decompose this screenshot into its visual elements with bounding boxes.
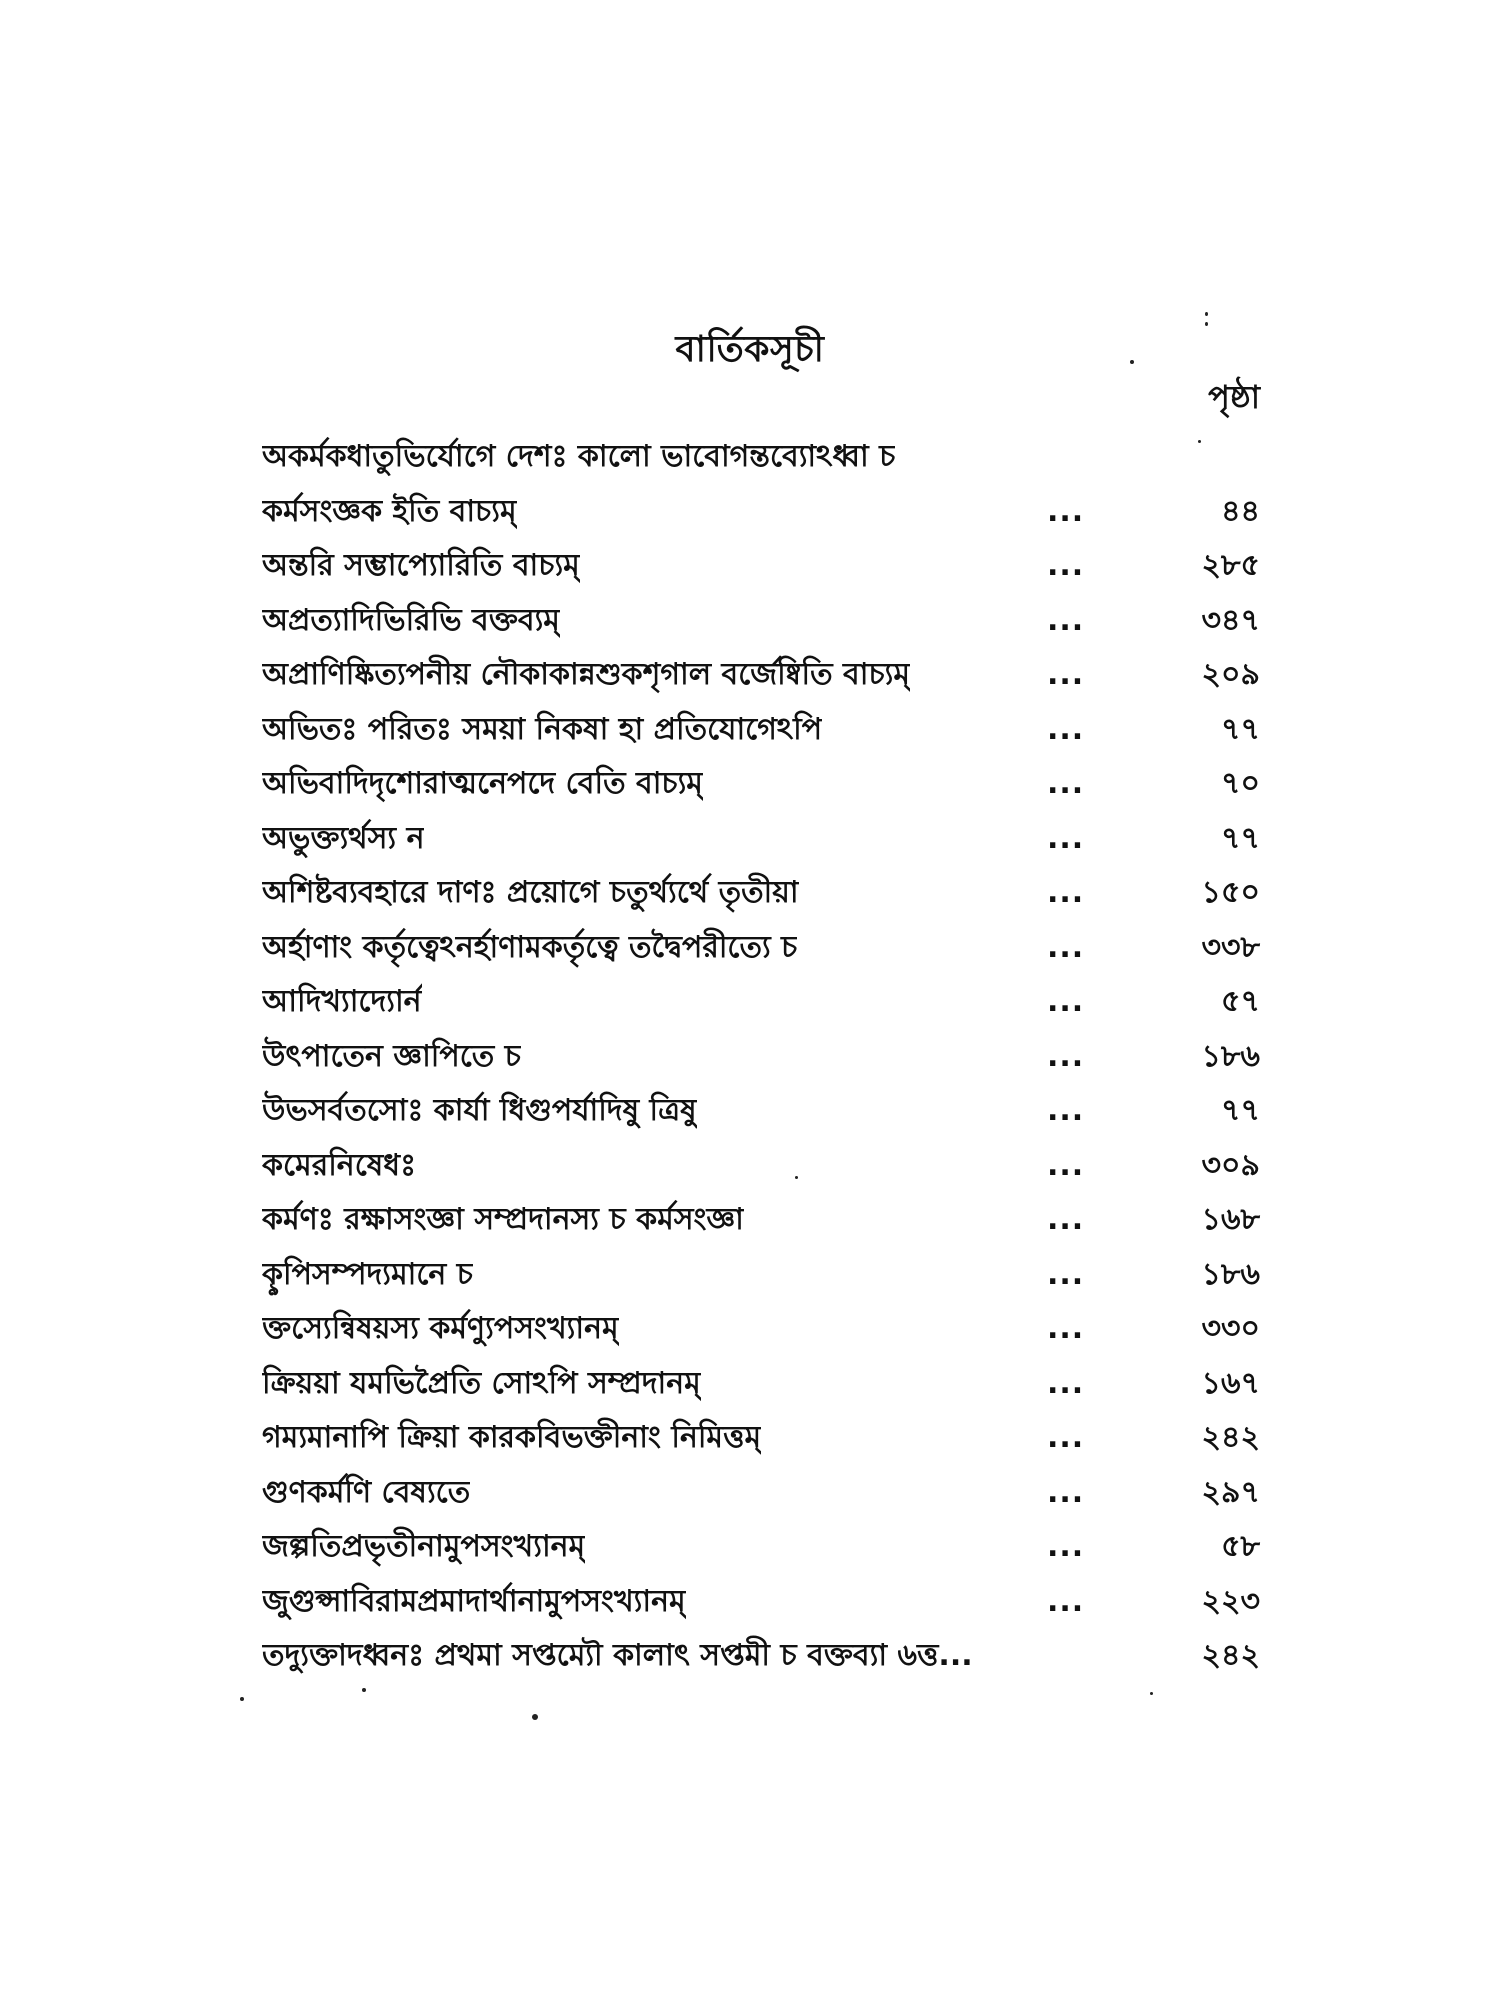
toc-page-number: ২৪২: [1201, 1638, 1260, 1673]
toc-row: [262, 1030, 1260, 1085]
scan-speck: [1150, 1692, 1153, 1695]
toc-page-number: ১৬৭: [1201, 1365, 1260, 1401]
toc-page-number: ২৮৫: [1201, 548, 1260, 583]
toc-leader-dots: ...: [1047, 1147, 1085, 1183]
toc-leader-dots: ...: [1047, 1038, 1085, 1074]
toc-entry-text: অন্তরি সম্ভাপ্যোরিতি বাচ্যম্: [262, 548, 580, 583]
toc-page-number: ৭০: [1220, 766, 1260, 801]
toc-row: [262, 1302, 1260, 1357]
toc-list: [262, 430, 1260, 1684]
toc-row: [262, 812, 1260, 867]
scan-speck: [1205, 312, 1208, 316]
toc-row: [262, 594, 1260, 649]
toc-entry-text: অকর্মকধাতুভির্যোগে দেশঃ কালো ভাবোগন্তব্যোঽধ্বা চ: [262, 439, 896, 474]
toc-page-number: ৩০৯: [1201, 1147, 1260, 1183]
toc-page-number: ১৮৬: [1201, 1038, 1260, 1074]
toc-row: [262, 1466, 1260, 1521]
toc-entry-text: গুণকর্মণি বেষ্যতে: [262, 1474, 471, 1510]
toc-entry-text: অপ্রত্যাদিভিরিভি বক্তব্যম্: [262, 602, 560, 638]
toc-page-number: ৫৭: [1221, 984, 1260, 1019]
toc-row: [262, 539, 1260, 594]
toc-page-number: ৫৮: [1221, 1529, 1260, 1564]
toc-page-number: ৭৭: [1220, 820, 1260, 856]
scan-speck: [795, 1176, 798, 1179]
scan-speck: [532, 1714, 538, 1720]
page-title: বার্তিকসূচী: [675, 329, 825, 370]
toc-leader-dots: ...: [1047, 1202, 1085, 1237]
toc-row: [262, 921, 1260, 976]
toc-page-number: ১৮৬: [1201, 1256, 1260, 1292]
scan-speck: [1130, 360, 1134, 364]
toc-page-number: ১৫০: [1201, 875, 1260, 910]
toc-page-number: ২০৯: [1201, 657, 1260, 692]
toc-entry-text: অভিতঃ পরিতঃ সময়া নিকষা হা প্রতিযোগেঽপি: [262, 711, 823, 747]
toc-leader-dots: ...: [1047, 766, 1085, 801]
toc-row: [262, 1575, 1260, 1630]
toc-page-number: ৭৭: [1220, 1093, 1260, 1128]
scan-speck: [1198, 440, 1201, 443]
toc-row: [262, 703, 1260, 758]
toc-entry-text: অপ্রাণিষ্কিত্যপনীয় নৌকাকান্নশুকশৃগাল বর্জেষ্বিতি বাচ্যম্: [262, 657, 910, 692]
toc-row: [262, 975, 1260, 1030]
toc-page-number: ৩৩০: [1201, 1311, 1260, 1346]
toc-page-number: ২৯৭: [1201, 1474, 1260, 1510]
toc-page-number: ৪৪: [1221, 493, 1260, 529]
scan-speck: [362, 1688, 366, 1692]
toc-leader-dots: ...: [1047, 548, 1085, 583]
toc-entry-text: অর্হাণাং কর্তৃত্বেঽনর্হাণামকর্তৃত্বে তদ্বৈপরীত্যে চ: [262, 929, 798, 965]
toc-row: [262, 1139, 1260, 1194]
toc-page-number: ২৪২: [1201, 1420, 1260, 1455]
toc-entry-text: জুগুপ্সাবিরামপ্রমাদার্থানামুপসংখ্যানম্: [262, 1583, 686, 1619]
toc-row: [262, 430, 1260, 485]
toc-page-number: ৩৪৭: [1201, 602, 1260, 638]
toc-leader-dots: ...: [1047, 1365, 1085, 1401]
toc-entry-text: উৎপাতেন জ্ঞাপিতে চ: [262, 1038, 521, 1074]
toc-entry-text: অভুক্ত্যর্থস্য ন: [262, 820, 425, 856]
toc-leader-dots: ...: [1047, 711, 1085, 747]
toc-leader-dots: ...: [1047, 602, 1085, 638]
toc-leader-dots: ...: [1047, 820, 1085, 856]
toc-leader-dots: ...: [1047, 1093, 1085, 1128]
toc-entry-text: আদিখ্যাদ্যোর্ন: [262, 984, 422, 1019]
scan-speck: [240, 1697, 244, 1701]
toc-entry-text: কমেরনিষেধঃ: [262, 1147, 417, 1183]
toc-row: [262, 1520, 1260, 1575]
toc-entry-text: ক্তস্যেন্বিষয়স্য কর্মণ্যুপসংখ্যানম্: [262, 1311, 619, 1346]
toc-entry-text: কর্মণঃ রক্ষাসংজ্ঞা সম্প্রদানস্য চ কর্মসংজ্ঞা: [262, 1202, 744, 1237]
toc-entry-text: তদ্যুক্তাদধ্বনঃ প্রথমা সপ্তম্যৌ কালাৎ সপ্তমী চ বক্তব্যা ৬ত্ত...: [262, 1638, 973, 1673]
toc-leader-dots: ...: [1047, 1529, 1085, 1564]
toc-entry-text: অশিষ্টব্যবহারে দাণঃ প্রয়োগে চতুর্থ্যর্থে তৃতীয়া: [262, 875, 799, 910]
toc-leader-dots: ...: [1047, 493, 1085, 529]
toc-row: [262, 1357, 1260, 1412]
toc-leader-dots: ...: [1047, 875, 1085, 910]
toc-page-number: ৩৩৮: [1201, 929, 1260, 965]
toc-entry-text: জল্পতিপ্রভৃতীনামুপসংখ্যানম্: [262, 1529, 586, 1564]
toc-entry-text: অভিবাদিদৃশোরাত্মনেপদে বেতি বাচ্যম্: [262, 766, 703, 801]
toc-leader-dots: ...: [1047, 1311, 1085, 1346]
toc-entry-text: ক্রিয়য়া যমভিপ্রৈতি সোঽপি সম্প্রদানম্: [262, 1365, 701, 1401]
scan-speck: [1205, 322, 1208, 326]
toc-row: [262, 757, 1260, 812]
toc-entry-text: গম্যমানাপি ক্রিয়া কারকবিভক্তীনাং নিমিত্তম্: [262, 1420, 762, 1455]
toc-row: [262, 648, 1260, 703]
toc-row: [262, 1248, 1260, 1303]
toc-row: [262, 866, 1260, 921]
toc-page-number: ৭৭: [1220, 711, 1260, 747]
toc-leader-dots: ...: [1047, 984, 1085, 1019]
page-number-column-header: পৃষ্ঠা: [1208, 378, 1260, 416]
toc-leader-dots: ...: [1047, 929, 1085, 965]
toc-page-number: ১৬৮: [1201, 1202, 1260, 1237]
toc-leader-dots: ...: [1047, 1256, 1085, 1292]
toc-leader-dots: ...: [1047, 1420, 1085, 1455]
toc-page-number: ২২৩: [1201, 1583, 1260, 1619]
toc-entry-text: কৢপিসম্পদ্যমানে চ: [262, 1256, 473, 1292]
toc-leader-dots: ...: [1047, 1474, 1085, 1510]
toc-entry-text: উভসর্বতসোঃ কার্যা ধিগুপর্যাদিষু ত্রিষু: [262, 1093, 697, 1128]
toc-entry-text: কর্মসংজ্ঞক ইতি বাচ্যম্: [262, 493, 517, 529]
toc-leader-dots: ...: [1047, 657, 1085, 692]
toc-row: [262, 1084, 1260, 1139]
toc-row: [262, 1411, 1260, 1466]
toc-row: [262, 1629, 1260, 1684]
toc-row: [262, 1193, 1260, 1248]
toc-row: [262, 485, 1260, 540]
toc-leader-dots: ...: [1047, 1583, 1085, 1619]
